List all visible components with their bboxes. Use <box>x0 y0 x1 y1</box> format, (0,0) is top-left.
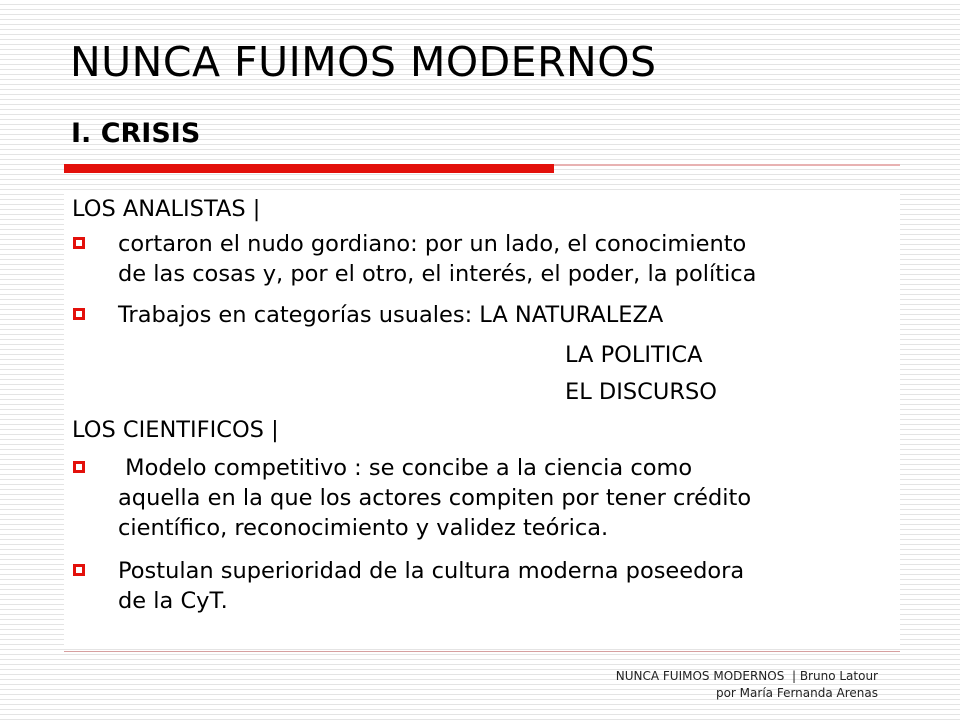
section-heading-cientificos: LOS CIENTIFICOS | <box>72 417 279 443</box>
bullet-cientificos-1 <box>118 453 751 543</box>
bullet-analistas-2: Trabajos en categorías usuales: LA NATURALEZA <box>118 302 664 328</box>
slide-title: NUNCA FUIMOS MODERNOS <box>70 38 657 86</box>
bullet-line: Postulan superioridad de la cultura moderna poseedora <box>118 558 745 584</box>
category-item: EL DISCURSO <box>565 379 717 405</box>
footer-divider <box>64 651 900 652</box>
slide-subtitle: I. CRISIS <box>71 118 201 149</box>
bullet-line: cortaron el nudo gordiano: por un lado, el conocimiento <box>118 231 747 257</box>
square-bullet-icon <box>73 461 85 473</box>
bullet-cientificos-2 <box>118 556 744 616</box>
category-item: LA POLITICA <box>565 342 703 368</box>
slide-footer <box>616 668 878 702</box>
bullet-line: Modelo competitivo : se concibe a la ciencia como <box>118 455 693 481</box>
square-bullet-icon <box>73 308 85 320</box>
bullet-line: de las cosas y, por el otro, el interés, el poder, la política <box>118 261 757 287</box>
square-bullet-icon <box>73 564 85 576</box>
footer-line-1: NUNCA FUIMOS MODERNOS | Bruno Latour <box>615 669 878 683</box>
square-bullet-icon <box>73 237 85 249</box>
footer-line-2: por María Fernanda Arenas <box>715 686 878 700</box>
bullet-analistas-1 <box>118 229 756 289</box>
bullet-line: aquella en la que los actores compiten por tener crédito <box>118 485 752 511</box>
bullet-line: científico, reconocimiento y validez teórica. <box>118 515 609 541</box>
section-heading-analistas: LOS ANALISTAS | <box>72 196 261 222</box>
title-accent-bar <box>64 164 554 173</box>
bullet-line: de la CyT. <box>118 588 228 614</box>
